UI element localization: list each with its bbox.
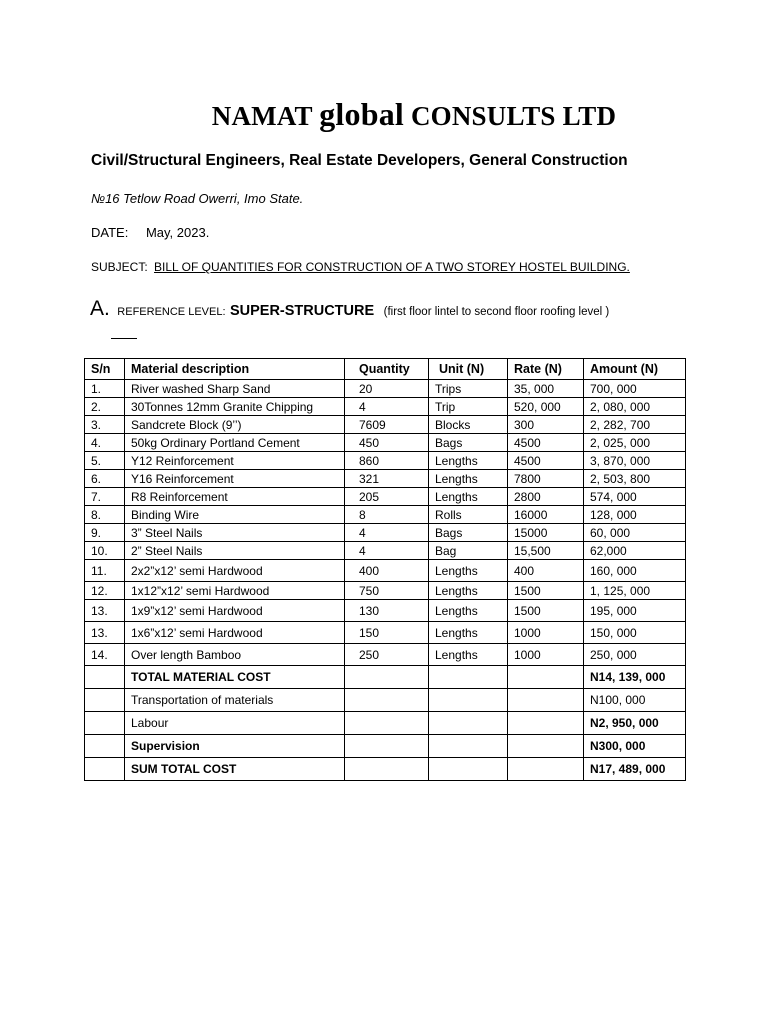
- sn-cell: 1.: [85, 380, 125, 398]
- unit-cell: Lengths: [429, 488, 508, 506]
- amount-cell: 3, 870, 000: [584, 452, 686, 470]
- table-row: [85, 398, 686, 416]
- sn-cell: 13.: [85, 600, 125, 622]
- sn-cell: 9.: [85, 524, 125, 542]
- empty-cell: [85, 689, 125, 712]
- sn-cell: 8.: [85, 506, 125, 524]
- quantity-cell: 7609: [345, 416, 429, 434]
- summary-value: N17, 489, 000: [584, 758, 686, 781]
- quantity-cell: 400: [345, 560, 429, 582]
- summary-row: [85, 712, 686, 735]
- empty-cell: [345, 689, 429, 712]
- reference-level-label: REFERENCE LEVEL:: [117, 306, 226, 318]
- date-value: May, 2023.: [145, 225, 210, 240]
- bill-of-quantities-table: [84, 358, 686, 781]
- empty-cell: [508, 712, 584, 735]
- description-cell: 1x12”x12’ semi Hardwood: [125, 582, 345, 600]
- description-cell: 50kg Ordinary Portland Cement: [125, 434, 345, 452]
- empty-cell: [345, 735, 429, 758]
- quantity-cell: 450: [345, 434, 429, 452]
- amount-cell: 250, 000: [584, 644, 686, 666]
- quantity-cell: 321: [345, 470, 429, 488]
- unit-cell: Blocks: [429, 416, 508, 434]
- description-cell: Sandcrete Block (9’’): [125, 416, 345, 434]
- company-name-part3: CONSULTS LTD: [410, 101, 617, 131]
- table-row: [85, 506, 686, 524]
- amount-cell: 60, 000: [584, 524, 686, 542]
- empty-cell: [345, 758, 429, 781]
- sn-cell: 2.: [85, 398, 125, 416]
- column-header-quantity: Quantity: [345, 359, 429, 380]
- amount-cell: 2, 080, 000: [584, 398, 686, 416]
- section-letter: A.: [90, 297, 110, 320]
- amount-cell: 700, 000: [584, 380, 686, 398]
- summary-row: [85, 758, 686, 781]
- quantity-cell: 8: [345, 506, 429, 524]
- empty-cell: [85, 712, 125, 735]
- unit-cell: Rolls: [429, 506, 508, 524]
- rate-cell: 7800: [508, 470, 584, 488]
- table-row: [85, 622, 686, 644]
- amount-cell: 62,000: [584, 542, 686, 560]
- quantity-cell: 4: [345, 524, 429, 542]
- quantity-cell: 250: [345, 644, 429, 666]
- sn-cell: 4.: [85, 434, 125, 452]
- column-header-unit: Unit (N): [429, 359, 508, 380]
- rate-cell: 1500: [508, 600, 584, 622]
- empty-cell: [429, 712, 508, 735]
- sn-cell: 3.: [85, 416, 125, 434]
- empty-cell: [85, 666, 125, 689]
- summary-row: [85, 735, 686, 758]
- summary-row: [85, 666, 686, 689]
- quantity-cell: 130: [345, 600, 429, 622]
- unit-cell: Lengths: [429, 452, 508, 470]
- summary-label: Labour: [125, 712, 345, 735]
- unit-cell: Bags: [429, 524, 508, 542]
- table-row: [85, 470, 686, 488]
- table-row: [85, 452, 686, 470]
- empty-cell: [508, 735, 584, 758]
- company-name-part2: global: [319, 96, 404, 132]
- summary-value: N14, 139, 000: [584, 666, 686, 689]
- description-cell: R8 Reinforcement: [125, 488, 345, 506]
- amount-cell: 574, 000: [584, 488, 686, 506]
- date-label: DATE:: [91, 225, 129, 240]
- quantity-cell: 20: [345, 380, 429, 398]
- reference-level-note: (first floor lintel to second floor roofing level ): [383, 306, 610, 318]
- empty-cell: [508, 689, 584, 712]
- column-header-description: Material description: [125, 359, 345, 380]
- unit-cell: Trip: [429, 398, 508, 416]
- description-cell: 2” Steel Nails: [125, 542, 345, 560]
- company-tagline: Civil/Structural Engineers, Real Estate Developers, General Construction: [91, 152, 628, 169]
- sn-cell: 5.: [85, 452, 125, 470]
- amount-cell: 1, 125, 000: [584, 582, 686, 600]
- table-row: [85, 644, 686, 666]
- amount-cell: 128, 000: [584, 506, 686, 524]
- table-row: [85, 582, 686, 600]
- rate-cell: 400: [508, 560, 584, 582]
- rate-cell: 1500: [508, 582, 584, 600]
- sn-cell: 11.: [85, 560, 125, 582]
- amount-cell: 160, 000: [584, 560, 686, 582]
- amount-cell: 2, 025, 000: [584, 434, 686, 452]
- table-row: [85, 416, 686, 434]
- quantity-cell: 4: [345, 542, 429, 560]
- quantity-cell: 750: [345, 582, 429, 600]
- rate-cell: 35, 000: [508, 380, 584, 398]
- amount-cell: 2, 282, 700: [584, 416, 686, 434]
- unit-cell: Lengths: [429, 622, 508, 644]
- empty-cell: [508, 758, 584, 781]
- unit-cell: Lengths: [429, 644, 508, 666]
- table-row: [85, 488, 686, 506]
- summary-value: N300, 000: [584, 735, 686, 758]
- summary-label: TOTAL MATERIAL COST: [125, 666, 345, 689]
- summary-value: N100, 000: [584, 689, 686, 712]
- rate-cell: 1000: [508, 644, 584, 666]
- empty-cell: [429, 689, 508, 712]
- section-heading: [90, 297, 609, 321]
- description-cell: Y12 Reinforcement: [125, 452, 345, 470]
- rate-cell: 16000: [508, 506, 584, 524]
- empty-cell: [508, 666, 584, 689]
- sn-cell: 7.: [85, 488, 125, 506]
- column-header-amount: Amount (N): [584, 359, 686, 380]
- description-cell: Over length Bamboo: [125, 644, 345, 666]
- sn-cell: 6.: [85, 470, 125, 488]
- company-name-part1: NAMAT: [211, 101, 313, 131]
- quantity-cell: 860: [345, 452, 429, 470]
- column-header-rate: Rate (N): [508, 359, 584, 380]
- sn-cell: 14.: [85, 644, 125, 666]
- sn-cell: 13.: [85, 622, 125, 644]
- amount-cell: 2, 503, 800: [584, 470, 686, 488]
- unit-cell: Lengths: [429, 470, 508, 488]
- rate-cell: 4500: [508, 452, 584, 470]
- unit-cell: Lengths: [429, 600, 508, 622]
- amount-cell: 150, 000: [584, 622, 686, 644]
- rate-cell: 1000: [508, 622, 584, 644]
- summary-label: Supervision: [125, 735, 345, 758]
- description-cell: Binding Wire: [125, 506, 345, 524]
- summary-value: N2, 950, 000: [584, 712, 686, 735]
- amount-cell: 195, 000: [584, 600, 686, 622]
- date-line: [91, 225, 209, 240]
- table-header-row: [85, 359, 686, 380]
- quantity-cell: 150: [345, 622, 429, 644]
- empty-cell: [429, 735, 508, 758]
- summary-row: [85, 689, 686, 712]
- empty-cell: [429, 666, 508, 689]
- table-row: [85, 434, 686, 452]
- rate-cell: 2800: [508, 488, 584, 506]
- quantity-cell: 4: [345, 398, 429, 416]
- sn-cell: 10.: [85, 542, 125, 560]
- description-cell: 2x2”x12’ semi Hardwood: [125, 560, 345, 582]
- empty-cell: [345, 712, 429, 735]
- empty-cell: [85, 735, 125, 758]
- description-cell: 1x6”x12’ semi Hardwood: [125, 622, 345, 644]
- summary-label: SUM TOTAL COST: [125, 758, 345, 781]
- table-row: [85, 600, 686, 622]
- empty-cell: [429, 758, 508, 781]
- unit-cell: Bag: [429, 542, 508, 560]
- description-cell: 30Tonnes 12mm Granite Chipping: [125, 398, 345, 416]
- subject-label: SUBJECT:: [91, 260, 148, 274]
- company-address: №16 Tetlow Road Owerri, Imo State.: [91, 191, 304, 206]
- description-cell: River washed Sharp Sand: [125, 380, 345, 398]
- quantity-cell: 205: [345, 488, 429, 506]
- rate-cell: 15,500: [508, 542, 584, 560]
- table-row: [85, 560, 686, 582]
- description-cell: 1x9”x12’ semi Hardwood: [125, 600, 345, 622]
- subject-line: [91, 260, 630, 274]
- rate-cell: 520, 000: [508, 398, 584, 416]
- company-name: [0, 96, 768, 133]
- table-body: [85, 380, 686, 781]
- unit-cell: Bags: [429, 434, 508, 452]
- rate-cell: 4500: [508, 434, 584, 452]
- empty-cell: [85, 758, 125, 781]
- unit-cell: Trips: [429, 380, 508, 398]
- column-header-sn: S/n: [85, 359, 125, 380]
- empty-cell: [345, 666, 429, 689]
- summary-label: Transportation of materials: [125, 689, 345, 712]
- table-row: [85, 542, 686, 560]
- unit-cell: Lengths: [429, 582, 508, 600]
- unit-cell: Lengths: [429, 560, 508, 582]
- rate-cell: 15000: [508, 524, 584, 542]
- table-row: [85, 524, 686, 542]
- subject-value: BILL OF QUANTITIES FOR CONSTRUCTION OF A TWO STOREY HOSTEL BUILDING.: [154, 260, 630, 274]
- section-underline: [111, 338, 137, 339]
- description-cell: Y16 Reinforcement: [125, 470, 345, 488]
- rate-cell: 300: [508, 416, 584, 434]
- table-row: [85, 380, 686, 398]
- sn-cell: 12.: [85, 582, 125, 600]
- reference-level-value: SUPER-STRUCTURE: [229, 303, 375, 319]
- description-cell: 3” Steel Nails: [125, 524, 345, 542]
